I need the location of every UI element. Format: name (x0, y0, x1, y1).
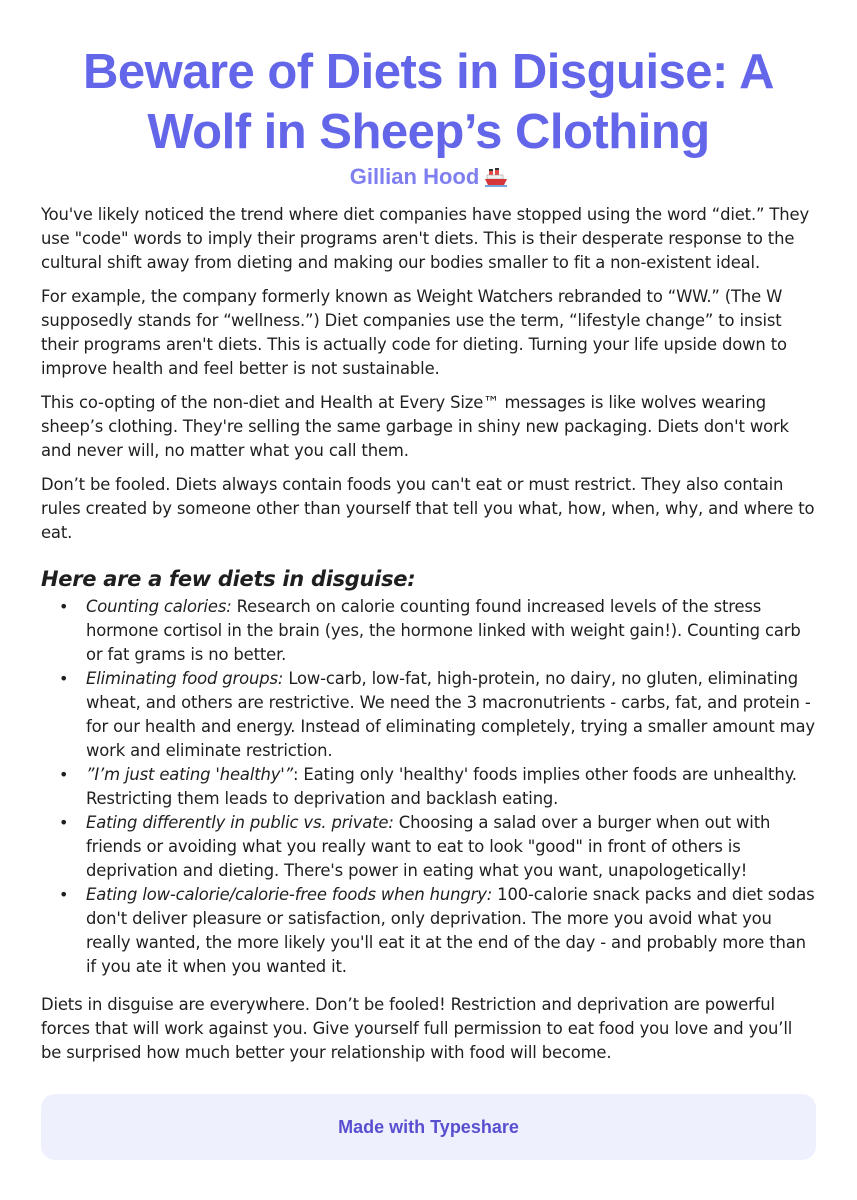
bullet-marker: • (59, 765, 69, 784)
list-item (59, 763, 816, 811)
closing-paragraph: Diets in disguise are everywhere. Don’t be fooled! Restriction and deprivation are powerful forces that will work against you. Give yourself full permission to eat food you love and you’ll be surprised how much better your relationship with food will become. (41, 995, 793, 1062)
list-item (59, 595, 816, 667)
bullet-marker: • (59, 597, 69, 616)
bullet-marker: • (59, 885, 69, 904)
list-item-text: 100-calorie snack packs and diet sodas don't deliver pleasure or satisfaction, only deprivation. The more you avoid what you really wanted, the more likely you'll eat it at the end of the day - and probably more than if you ate it when you wanted it. (86, 885, 815, 976)
list-item-term: Eliminating food groups: (86, 669, 284, 688)
list-item (59, 667, 816, 763)
list-item (59, 883, 816, 979)
list-item-text: Low-carb, low-fat, high-protein, no dairy, no gluten, eliminating wheat, and others are restrictive. We need the 3 macronutrients - carbs, fat, and protein - for our health and energy. Instead of eliminating completely, trying a smaller amount may work and eliminate restriction. (86, 669, 815, 760)
list-item-term: Counting calories: (86, 597, 232, 616)
bullet-marker: • (59, 813, 69, 832)
diet-list (41, 595, 816, 979)
author-line (41, 163, 816, 194)
paragraph-1: You've likely noticed the trend where diet companies have stopped using the word “diet.” They use "code" words to imply their programs aren't diets. This is their desperate response to the cultural shift away from dieting and making our bodies smaller to fit a non-existent ideal. (41, 205, 810, 272)
list-item-term: Eating differently in public vs. private: (86, 813, 394, 832)
list-heading: Here are a few diets in disguise: (41, 567, 416, 591)
footer-label[interactable]: Made with Typeshare (338, 1116, 519, 1137)
list-item-text: Research on calorie counting found increased levels of the stress hormone cortisol in the brain (yes, the hormone linked with weight gain!). Counting carb or fat grams is no better. (86, 597, 801, 664)
article-body (41, 203, 816, 1065)
made-with-typeshare-footer[interactable] (41, 1094, 816, 1160)
list-item-text: : Eating only 'healthy' foods implies other foods are unhealthy. Restricting them leads to deprivation and backlash eating. (86, 765, 797, 808)
paragraph-2: For example, the company formerly known as Weight Watchers rebranded to “WW.” (The W supposedly stands for “wellness.”) Diet companies use the term, “lifestyle change” to insist their programs aren't diets. This is actually code for dieting. Turning your life upside down to improve health and feel better is not sustainable. (41, 287, 787, 378)
list-item-text: Choosing a salad over a burger when out with friends or avoiding what you really want to eat to look "good" in front of others is deprivation and dieting. There's power in eating what you want, unapologetically! (86, 813, 771, 880)
paragraph-3: This co-opting of the non-diet and Health at Every Size™ messages is like wolves wearing sheep’s clothing. They're selling the same garbage in shiny new packaging. Diets don't work and never will, no matter what you call them. (41, 393, 789, 460)
list-item-term: Eating low-calorie/calorie-free foods when hungry: (86, 885, 493, 904)
ship-icon (485, 166, 507, 194)
author-name: Gillian Hood (349, 164, 480, 189)
paragraph-4: Don’t be fooled. Diets always contain foods you can't eat or must restrict. They also contain rules created by someone other than yourself that tell you what, how, when, why, and where to eat. (41, 475, 815, 542)
list-item (59, 811, 816, 883)
bullet-marker: • (59, 669, 69, 688)
page-title: Beware of Diets in Disguise: A Wolf in Sheep’s Clothing (82, 45, 775, 159)
list-item-term: ”I’m just eating 'healthy'” (86, 765, 293, 784)
